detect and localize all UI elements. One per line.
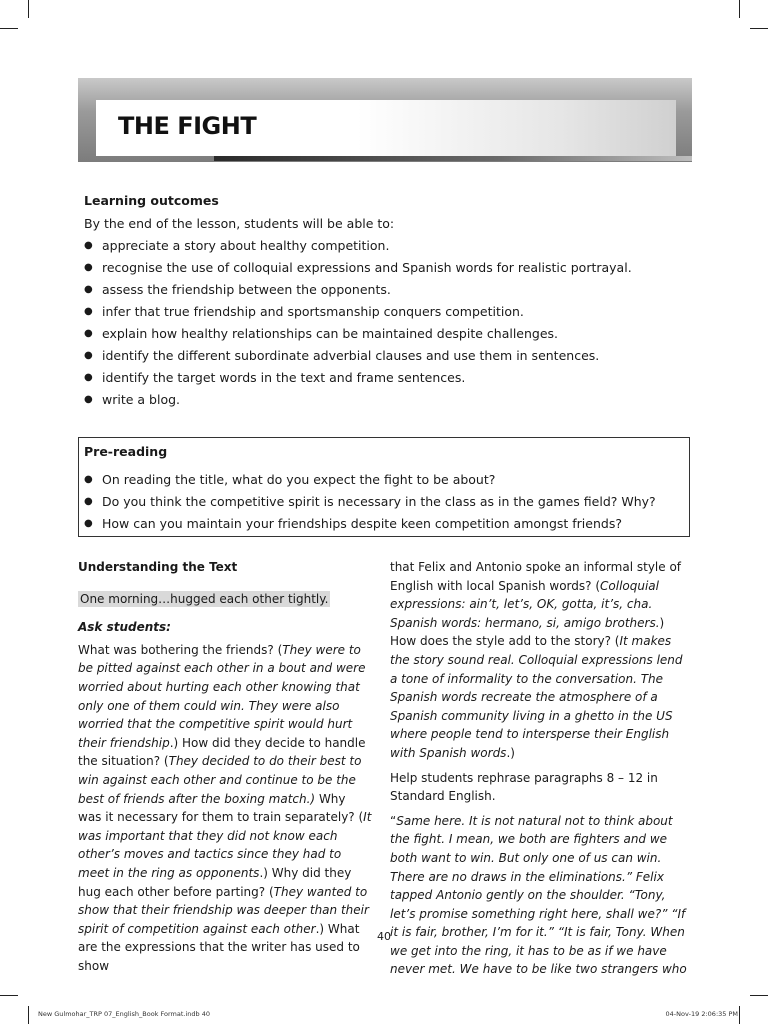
crop-mark [0, 995, 18, 996]
question-paragraph [78, 641, 372, 976]
page-number: 40 [377, 930, 391, 943]
bullet-icon: ● [84, 394, 93, 405]
question-text: .) [169, 735, 179, 750]
bullet-icon: ● [84, 518, 93, 529]
left-column [78, 558, 372, 981]
footer-timestamp: 04-Nov-19 2:06:35 PM [665, 1010, 738, 1018]
crop-mark [28, 1006, 29, 1024]
question-text: .) Why did they hug each other before parting? ( [78, 865, 352, 899]
crop-mark [739, 0, 740, 18]
list-item-text: explain how healthy relationships can be maintained despite challenges. [102, 326, 559, 341]
bullet-icon: ● [84, 284, 93, 295]
quoted-passage [390, 812, 690, 979]
list-item-text: On reading the title, what do you expect the fight to be about? [102, 472, 496, 487]
question-paragraph [390, 558, 690, 763]
quote-text: Same here. It is not natural not to think about the fight. I mean, we both are fighters and we both want to win. But only one of us can win. There are no draws in the eliminations.” Felix tapped Antonio gently on the shoulder. “Tony, let’s promise something right here, shall we?” “If it is fair, brother, I’m for it.” “It is fair, Tony. When we get into the ring, it has to be as if we have never met. We have to be like two strangers who [390, 813, 687, 977]
list-item-text: Do you think the competitive spirit is necessary in the class as in the games field? Why? [102, 494, 656, 509]
answer-text: They were to be pitted against each other in a bout and were worried about hurting each other knowing that only one of them could win. They were also worried that the competitive spirit would hurt their friendship [78, 642, 366, 750]
question-text: How did they decide to handle the situation? ( [78, 735, 366, 769]
bullet-icon: ● [84, 306, 93, 317]
bullet-icon: ● [84, 496, 93, 507]
bullet-icon: ● [84, 328, 93, 339]
answer-text: It makes the story sound real. Colloquial expressions lend a tone of informality to the conversation. The Spanish words recreate the atmosphere of a Spanish community living in a ghetto in the US where people tend to intersperse their English with Spanish words [390, 634, 683, 760]
list-item-text: write a blog. [102, 392, 180, 407]
highlighted-passage: One morning…hugged each other tightly. [80, 591, 329, 606]
footer-file-info: New Gulmohar_TRP 07_English_Book Format.indb 40 [38, 1010, 210, 1018]
list-item-text: recognise the use of colloquial expressions and Spanish words for realistic portrayal. [102, 260, 632, 275]
question-text: ) How does the style add to the story? ( [390, 615, 665, 649]
section-heading: Understanding the Text [78, 560, 238, 574]
ask-students-label: Ask students: [78, 620, 171, 635]
crop-mark [750, 28, 768, 29]
question-text: Why was it necessary for them to train separately? ( [78, 791, 364, 825]
crop-mark [0, 28, 18, 29]
question-text: that Felix and Antonio spoke an informal style of English with local Spanish words? ( [390, 560, 682, 593]
pre-reading-heading: Pre-reading [84, 444, 168, 459]
crop-mark [750, 995, 768, 996]
answer-text: It was important that they did not know each other’s moves and tactics since they had to meet in the ring as opponents [78, 810, 372, 880]
crop-mark [28, 0, 29, 18]
list-item-text: appreciate a story about healthy competition. [102, 238, 390, 253]
bullet-icon: ● [84, 372, 93, 383]
page-title: THE FIGHT [118, 112, 257, 140]
list-item-text: identify the target words in the text and frame sentences. [102, 370, 466, 385]
bullet-icon: ● [84, 262, 93, 273]
answer-text: Colloquial expressions: ain’t, let’s, OK, gotta, it’s, cha. Spanish words: hermano, si, amigo brothers. [390, 578, 660, 630]
list-item-text: identify the different subordinate adverbial clauses and use them in sentences. [102, 348, 600, 363]
answer-text: They decided to do their best to win against each other and continue to be the best of friends after the boxing match.) [78, 754, 362, 806]
list-item-text: infer that true friendship and sportsmanship conquers competition. [102, 304, 524, 319]
bullet-icon: ● [84, 350, 93, 361]
instruction-paragraph: Help students rephrase paragraphs 8 – 12 in Standard English. [390, 770, 658, 804]
question-text: .) [506, 745, 515, 760]
bullet-icon: ● [84, 474, 93, 485]
quote-mark: “ [390, 813, 397, 828]
list-item-text: How can you maintain your friendships despite keen competition amongst friends? [102, 516, 622, 531]
bullet-icon: ● [84, 240, 93, 251]
answer-text: They wanted to show that their friendship was deeper than their spirit of competition against each other [78, 884, 369, 936]
learning-outcomes-intro: By the end of the lesson, students will be able to: [84, 216, 395, 231]
right-column [390, 558, 690, 985]
question-text: .) What are the expressions that the writer has used to show [78, 921, 360, 973]
list-item-text: assess the friendship between the opponents. [102, 282, 391, 297]
learning-outcomes-heading: Learning outcomes [84, 193, 219, 208]
question-text: What was bothering the friends? ( [78, 642, 283, 657]
crop-mark [739, 1006, 740, 1024]
title-underline [214, 156, 692, 161]
